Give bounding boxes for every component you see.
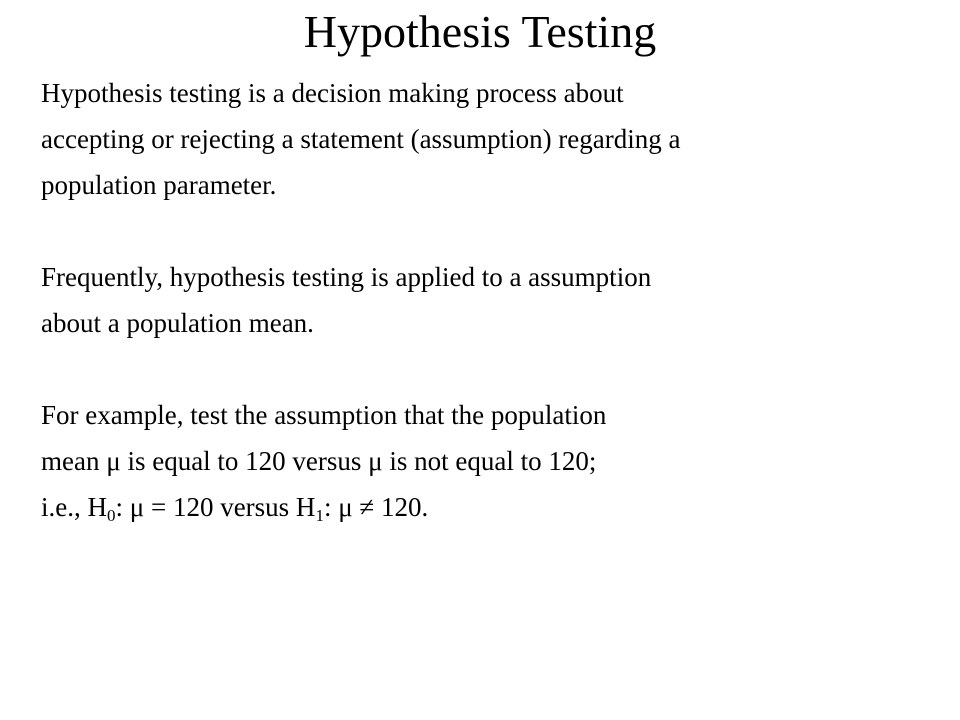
paragraph-1-line-2: accepting or rejecting a statement (assumption) regarding a: [41, 124, 681, 154]
paragraph-1-line-3: population parameter.: [41, 170, 277, 200]
alternative-hypothesis-statement: : μ ≠ 120.: [323, 492, 429, 522]
paragraph-1-line-1: Hypothesis testing is a decision making process about: [41, 78, 624, 108]
hypotheses-line: [41, 484, 941, 530]
slide-title: Hypothesis Testing: [303, 6, 657, 57]
paragraph-2-line-1: Frequently, hypothesis testing is applied to a assumption: [41, 262, 652, 292]
slide-body: [41, 70, 941, 530]
null-hypothesis-subscript: 0: [106, 506, 116, 525]
paragraph-2-line-2: about a population mean.: [41, 308, 314, 338]
null-hypothesis-statement: : μ = 120 versus H: [115, 492, 316, 522]
hypotheses-prefix: i.e., H: [41, 492, 107, 522]
paragraph-spacer: [41, 208, 941, 254]
paragraph-3-line-1: For example, test the assumption that the population: [41, 400, 607, 430]
alternative-hypothesis-subscript: 1: [315, 506, 324, 525]
paragraph-spacer: [41, 346, 941, 392]
paragraph-3-line-2: mean μ is equal to 120 versus μ is not equal to 120;: [41, 446, 597, 476]
